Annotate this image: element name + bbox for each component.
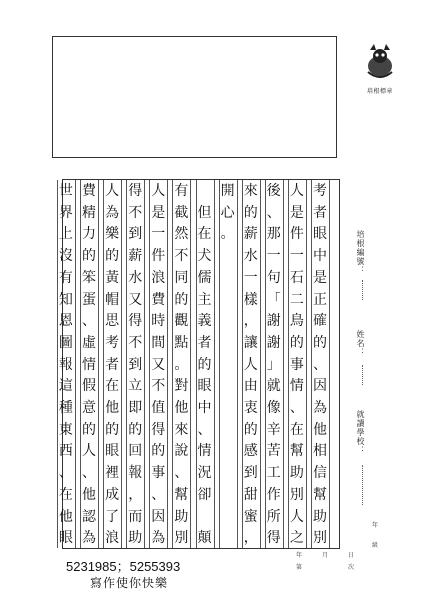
essay-char: 儒 [197, 269, 212, 286]
essay-char: 中 [197, 400, 212, 416]
essay-char: 又 [128, 291, 143, 308]
essay-char: 是 [313, 269, 327, 286]
essay-char: 立 [128, 378, 143, 395]
essay-char [219, 506, 237, 528]
peigen-logo-icon [360, 42, 400, 82]
essay-char: 二 [289, 291, 304, 308]
essay-char: 像 [266, 400, 281, 416]
essay-char: 費 [151, 291, 166, 308]
essay-char: 他 [82, 486, 96, 503]
essay-char [219, 310, 237, 332]
times-label: 次 [348, 564, 355, 571]
essay-char: 為 [105, 204, 120, 221]
essay-char: 截 [174, 204, 189, 221]
slogan: 寫作使你快樂 [90, 576, 169, 590]
essay-char: 蜜 [243, 508, 258, 525]
essay-char: 薪 [243, 226, 258, 243]
essay-char: 中 [313, 248, 327, 265]
essay-char: 為 [82, 530, 96, 547]
essay-char: 。 [174, 356, 189, 373]
essay-char: 石 [289, 269, 304, 286]
essay-char: 在 [105, 378, 120, 395]
essay-char [219, 332, 237, 354]
essay-char [219, 289, 237, 311]
essay-char: 別 [289, 486, 304, 503]
grid-line [172, 180, 173, 548]
essay-char: 的 [82, 421, 96, 438]
essay-char: 報 [128, 465, 143, 482]
essay-char: 眼 [105, 443, 120, 460]
essay-char: 而 [128, 508, 143, 525]
essay-char: 的 [289, 334, 304, 351]
essay-char: 圖 [58, 334, 73, 351]
essay-char: 一 [289, 248, 304, 265]
essay-char: 上 [58, 226, 73, 243]
essay-char: 黃 [105, 269, 120, 286]
essay-char: 假 [82, 378, 96, 395]
essay-char: 、 [313, 356, 327, 373]
grid-line [57, 180, 58, 548]
grade-year: 年 [372, 522, 379, 529]
essay-char: 情 [82, 356, 96, 373]
grid-line [149, 180, 150, 548]
essay-char: 事 [151, 465, 166, 482]
essay-char: 他 [313, 421, 327, 438]
essay-char: 意 [82, 400, 96, 416]
essay-char: 一 [243, 269, 258, 286]
essay-char: 在 [58, 486, 73, 503]
essay-column [242, 180, 260, 548]
essay-char: 點 [174, 334, 189, 351]
essay-char: 。 [220, 226, 235, 243]
essay-char [219, 484, 237, 506]
essay-char: 到 [128, 356, 143, 373]
essay-char: 的 [313, 334, 327, 351]
essay-char: 後 [266, 183, 281, 199]
essay-char: 回 [128, 443, 143, 460]
essay-column [311, 180, 329, 548]
essay-char: 的 [174, 291, 189, 308]
essay-char: 是 [151, 204, 166, 221]
essay-char: 到 [243, 465, 258, 482]
essay-char: 所 [266, 508, 281, 525]
comment-box [52, 36, 337, 158]
essay-char: 主 [197, 291, 212, 308]
essay-char: 界 [58, 204, 73, 221]
essay-char: 浪 [151, 269, 166, 286]
essay-char: 在 [289, 421, 304, 438]
grid-line [311, 180, 312, 548]
essay-char: 由 [243, 378, 258, 395]
essay-char: 裡 [105, 465, 120, 482]
essay-char: 的 [128, 421, 143, 438]
essay-char: 情 [289, 378, 304, 395]
essay-char: 蛋 [82, 291, 96, 308]
essay-char: 在 [197, 226, 212, 243]
essay-char: 件 [151, 248, 166, 265]
school-label: 就讀學校： [356, 410, 365, 455]
essay-column [172, 180, 190, 548]
essay-column [80, 180, 98, 548]
grade-class: 級 [372, 542, 379, 549]
essay-char: 、 [289, 400, 304, 416]
essay-char: 得 [266, 530, 281, 547]
grid-line [144, 180, 145, 548]
grid-line [288, 180, 289, 548]
essay-char: 辛 [266, 421, 281, 438]
essay-column [219, 180, 237, 548]
essay-column [57, 180, 75, 548]
essay-grid [58, 179, 340, 549]
essay-char: 觀 [174, 313, 189, 330]
essay-char: 這 [58, 378, 73, 395]
essay-char: 助 [289, 465, 304, 482]
essay-char: 水 [128, 269, 143, 286]
essay-char: 人 [105, 183, 120, 199]
essay-char: 考 [105, 334, 120, 351]
essay-char: 不 [151, 378, 166, 395]
date-month: 月 [322, 552, 329, 559]
essay-char: 別 [313, 530, 327, 547]
essay-char: 感 [243, 443, 258, 460]
essay-char: 」 [266, 356, 281, 373]
essay-char: 謝 [266, 334, 281, 351]
essay-char: 助 [128, 530, 143, 547]
name-label: 姓名： [356, 330, 365, 357]
grid-line [98, 180, 99, 548]
essay-char: 到 [128, 226, 143, 243]
grid-line [283, 180, 284, 548]
essay-char: 西 [58, 443, 73, 460]
essay-char: 虛 [82, 334, 96, 351]
essay-char: 有 [58, 269, 73, 286]
essay-char: 得 [128, 183, 143, 199]
essay-char: 卻 [197, 486, 212, 503]
essay-char: 者 [313, 204, 327, 221]
essay-char: ， [243, 313, 258, 330]
essay-char: 報 [58, 356, 73, 373]
essay-char: 相 [313, 443, 327, 460]
essay-char: 沒 [58, 248, 73, 265]
essay-char: 的 [243, 421, 258, 438]
essay-char: 之 [289, 530, 304, 547]
essay-column [149, 180, 167, 548]
date-day: 日 [348, 552, 355, 559]
essay-char: 的 [105, 421, 120, 438]
essay-char: 他 [105, 400, 120, 416]
essay-char [219, 440, 237, 462]
essay-char [196, 180, 214, 202]
grid-line [214, 180, 215, 548]
essay-char: 工 [266, 465, 281, 482]
essay-char: 事 [289, 356, 304, 373]
essay-char: 成 [105, 486, 120, 503]
grid-line [190, 180, 191, 548]
grid-line [219, 180, 220, 548]
essay-char: 力 [82, 226, 96, 243]
essay-char: 確 [313, 313, 327, 330]
grid-line [329, 180, 330, 548]
essay-column [265, 180, 283, 548]
essay-char: 有 [174, 183, 189, 199]
essay-char: 然 [174, 226, 189, 243]
essay-char: 來 [243, 183, 258, 199]
essay-char: 對 [174, 378, 189, 395]
essay-char: 義 [197, 313, 212, 330]
grid-line [196, 180, 197, 548]
essay-char: 、 [174, 465, 189, 482]
essay-char: 助 [313, 508, 327, 525]
essay-char: 的 [151, 443, 166, 460]
essay-char: 一 [266, 248, 281, 265]
term-label: 第 [296, 564, 303, 571]
grid-line [80, 180, 81, 548]
essay-char: 費 [82, 183, 96, 199]
essay-char [219, 419, 237, 441]
essay-char: 就 [266, 378, 281, 395]
essay-char [219, 245, 237, 267]
essay-char: 句 [266, 269, 281, 286]
grid-line [306, 180, 307, 548]
essay-char: 一 [151, 226, 166, 243]
essay-char: 考 [313, 183, 327, 199]
essay-char: 、 [58, 465, 73, 482]
essay-char: 、 [82, 313, 96, 330]
essay-char: 的 [105, 248, 120, 265]
essay-char: 來 [174, 421, 189, 438]
essay-char: 帽 [105, 291, 120, 308]
grid-line [265, 180, 266, 548]
essay-char: 眼 [313, 226, 327, 243]
essay-char: 人 [82, 443, 96, 460]
essay-char: 幫 [174, 486, 189, 503]
essay-char: 、 [82, 465, 96, 482]
essay-char: 人 [243, 356, 258, 373]
essay-char: 不 [128, 204, 143, 221]
essay-char: 、 [197, 421, 212, 438]
essay-char: 不 [174, 248, 189, 265]
essay-char: 作 [266, 486, 281, 503]
grid-line [167, 180, 168, 548]
essay-char: 時 [151, 313, 166, 330]
essay-char [219, 397, 237, 419]
essay-char: 精 [82, 204, 96, 221]
essay-char: 件 [289, 226, 304, 243]
essay-char: 人 [151, 183, 166, 199]
essay-char: 但 [197, 204, 212, 221]
essay-char: ， [243, 530, 258, 547]
essay-char: 心 [220, 204, 235, 221]
essay-char: 是 [289, 204, 304, 221]
essay-char: 為 [313, 400, 327, 416]
essay-char: 間 [151, 334, 166, 351]
essay-char: 又 [151, 356, 166, 373]
essay-char: 讓 [243, 334, 258, 351]
essay-column [288, 180, 306, 548]
essay-char [219, 527, 237, 549]
essay-char [196, 506, 214, 528]
essay-char: 犬 [197, 248, 212, 265]
essay-char: 謝 [266, 313, 281, 330]
essay-char: 為 [151, 530, 166, 547]
essay-char: 正 [313, 291, 327, 308]
essay-char: 不 [128, 334, 143, 351]
essay-char: 眼 [197, 378, 212, 395]
grid-line [121, 180, 122, 548]
essay-char: 薪 [128, 248, 143, 265]
essay-char: 得 [151, 421, 166, 438]
essay-char: 、 [266, 204, 281, 221]
essay-char: 東 [58, 421, 73, 438]
essay-char: 浪 [105, 530, 120, 547]
essay-char: 他 [174, 400, 189, 416]
contact-numbers: 5231985；5255393 [66, 559, 181, 574]
grid-line [237, 180, 238, 548]
essay-char: 思 [105, 313, 120, 330]
essay-char: 的 [197, 356, 212, 373]
essay-char: 況 [197, 465, 212, 482]
essay-char: 、 [151, 486, 166, 503]
essay-char [219, 462, 237, 484]
essay-char: 「 [266, 291, 281, 308]
grid-line [75, 180, 76, 548]
essay-char: 恩 [58, 313, 73, 330]
essay-char: 樂 [105, 226, 120, 243]
essay-char [219, 354, 237, 376]
essay-char: 信 [313, 465, 327, 482]
essay-char: 幫 [289, 443, 304, 460]
essay-char: 者 [197, 334, 212, 351]
essay-char: 知 [58, 291, 73, 308]
essay-char: 值 [151, 400, 166, 416]
essay-column [196, 180, 214, 548]
essay-char [219, 267, 237, 289]
essay-char: 助 [174, 508, 189, 525]
logo-caption: 培根標章 [366, 88, 393, 95]
essay-char: 者 [105, 356, 120, 373]
essay-char: 因 [313, 378, 327, 395]
essay-char [219, 375, 237, 397]
essay-char: 樣 [243, 291, 258, 308]
essay-char: 即 [128, 400, 143, 416]
essay-char: 顛 [197, 530, 212, 547]
grid-line [103, 180, 104, 548]
essay-char: 笨 [82, 269, 96, 286]
essay-char: 眼 [58, 530, 73, 547]
essay-char: 幫 [313, 486, 327, 503]
essay-char: 種 [58, 400, 73, 416]
grid-line [260, 180, 261, 548]
essay-char: 人 [289, 183, 304, 199]
essay-char: 苦 [266, 443, 281, 460]
essay-char: 那 [266, 226, 281, 243]
essay-char: 水 [243, 248, 258, 265]
essay-char: 的 [82, 248, 96, 265]
grid-line [126, 180, 127, 548]
essay-char: 人 [289, 508, 304, 525]
essay-char: 認 [82, 508, 96, 525]
essay-column [126, 180, 144, 548]
essay-char: 同 [174, 269, 189, 286]
date-year: 年 [296, 552, 303, 559]
essay-char: ， [128, 486, 143, 503]
essay-char: 得 [128, 313, 143, 330]
grid-line [242, 180, 243, 548]
essay-char: 的 [243, 204, 258, 221]
essay-char: 衷 [243, 400, 258, 416]
essay-char: 鳥 [289, 313, 304, 330]
essay-char: 說 [174, 443, 189, 460]
essay-char: 了 [105, 508, 120, 525]
essay-char: 世 [58, 183, 73, 199]
serial-label: 培根編號： [356, 230, 365, 275]
essay-char: 開 [220, 183, 235, 199]
essay-char: 因 [151, 508, 166, 525]
essay-char: 他 [58, 508, 73, 525]
essay-char: 別 [174, 530, 189, 547]
essay-char: 甜 [243, 486, 258, 503]
essay-column [103, 180, 121, 548]
essay-char: 情 [197, 443, 212, 460]
